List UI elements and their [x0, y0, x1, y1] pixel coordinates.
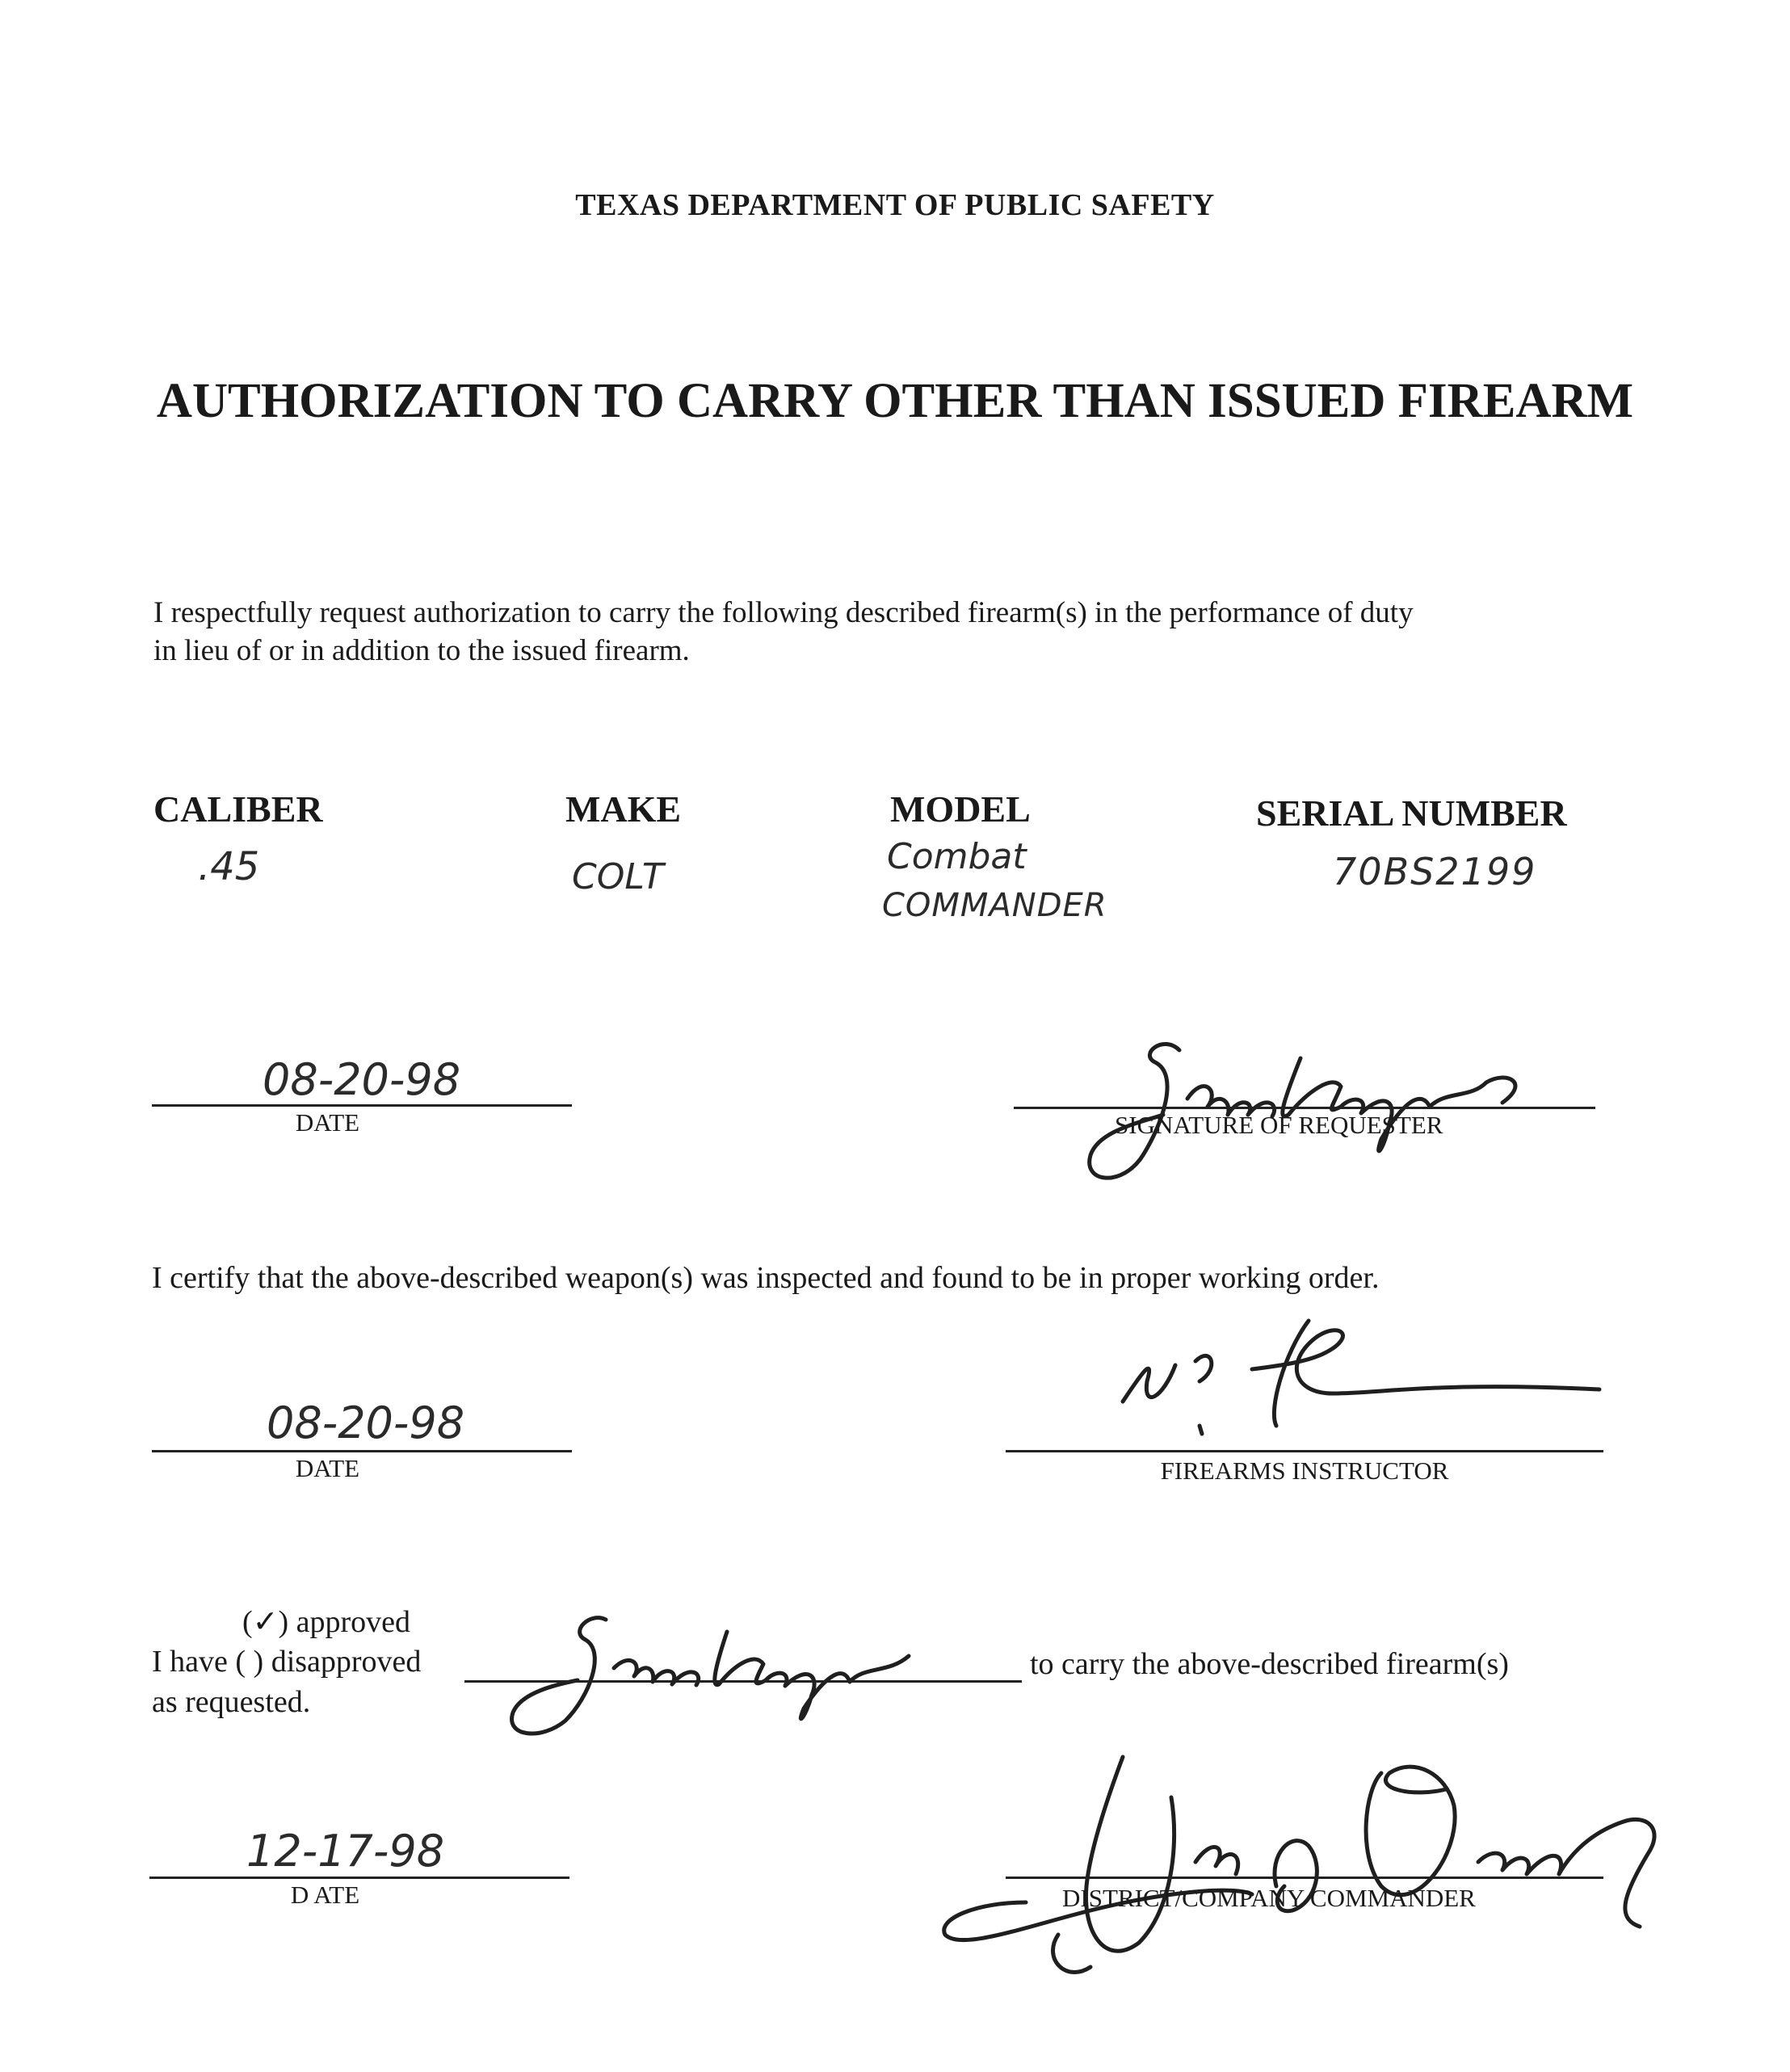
make-value: COLT — [572, 856, 664, 897]
request-line-1: I respectfully request authorization to carry the following described firearm(s) in the performance of duty — [153, 596, 1414, 629]
as-requested-text: as requested. — [152, 1685, 311, 1719]
district-company-commander-label: DISTRICT/COMPANY COMMANDER — [1062, 1884, 1476, 1912]
disapproved-option: I have ( ) disapproved — [152, 1645, 422, 1679]
approval-name-line — [464, 1680, 1022, 1683]
requester-date-line — [152, 1104, 572, 1107]
requester-date-value: 08-20-98 — [263, 1054, 461, 1105]
instructor-date-value: 08-20-98 — [267, 1397, 465, 1448]
caliber-value: .45 — [198, 844, 260, 889]
caliber-header: CALIBER — [153, 788, 323, 830]
firearms-instructor-signature — [1099, 1305, 1616, 1450]
model-header: MODEL — [890, 788, 1031, 830]
instructor-signature-line — [1006, 1450, 1603, 1452]
instructor-date-label: DATE — [295, 1454, 360, 1482]
model-value-line-2: COMMANDER — [882, 887, 1107, 924]
requester-signature-line — [1014, 1107, 1595, 1109]
approval-name-signature — [485, 1608, 937, 1745]
form-title: AUTHORIZATION TO CARRY OTHER THAN ISSUED FIREARM — [156, 374, 1634, 428]
certification-text: I certify that the above-described weapon(s) was inspected and found to be in proper working order. — [152, 1261, 1380, 1295]
agency-name: TEXAS DEPARTMENT OF PUBLIC SAFETY — [575, 188, 1215, 222]
serial-number-value: 70BS2199 — [1333, 850, 1537, 893]
approval-suffix-text: to carry the above-described firearm(s) — [1030, 1647, 1509, 1681]
make-header: MAKE — [565, 788, 682, 830]
approved-option: (✓) approved — [242, 1605, 411, 1639]
commander-signature-line — [1006, 1877, 1603, 1879]
instructor-date-line — [152, 1450, 572, 1452]
model-value-line-1: Combat — [887, 836, 1027, 877]
request-line-2: in lieu of or in addition to the issued firearm. — [153, 634, 690, 667]
commander-date-value: 12-17-98 — [246, 1826, 445, 1877]
requester-date-label: DATE — [295, 1108, 360, 1137]
commander-date-label: D ATE — [290, 1881, 360, 1909]
firearms-instructor-label: FIREARMS INSTRUCTOR — [1160, 1456, 1449, 1485]
request-paragraph — [153, 594, 1632, 670]
serial-number-header: SERIAL NUMBER — [1256, 792, 1567, 834]
district-commander-signature — [929, 1725, 1680, 1991]
requester-signature-label: SIGNATURE OF REQUESTER — [1115, 1111, 1443, 1139]
commander-date-line — [149, 1877, 569, 1879]
